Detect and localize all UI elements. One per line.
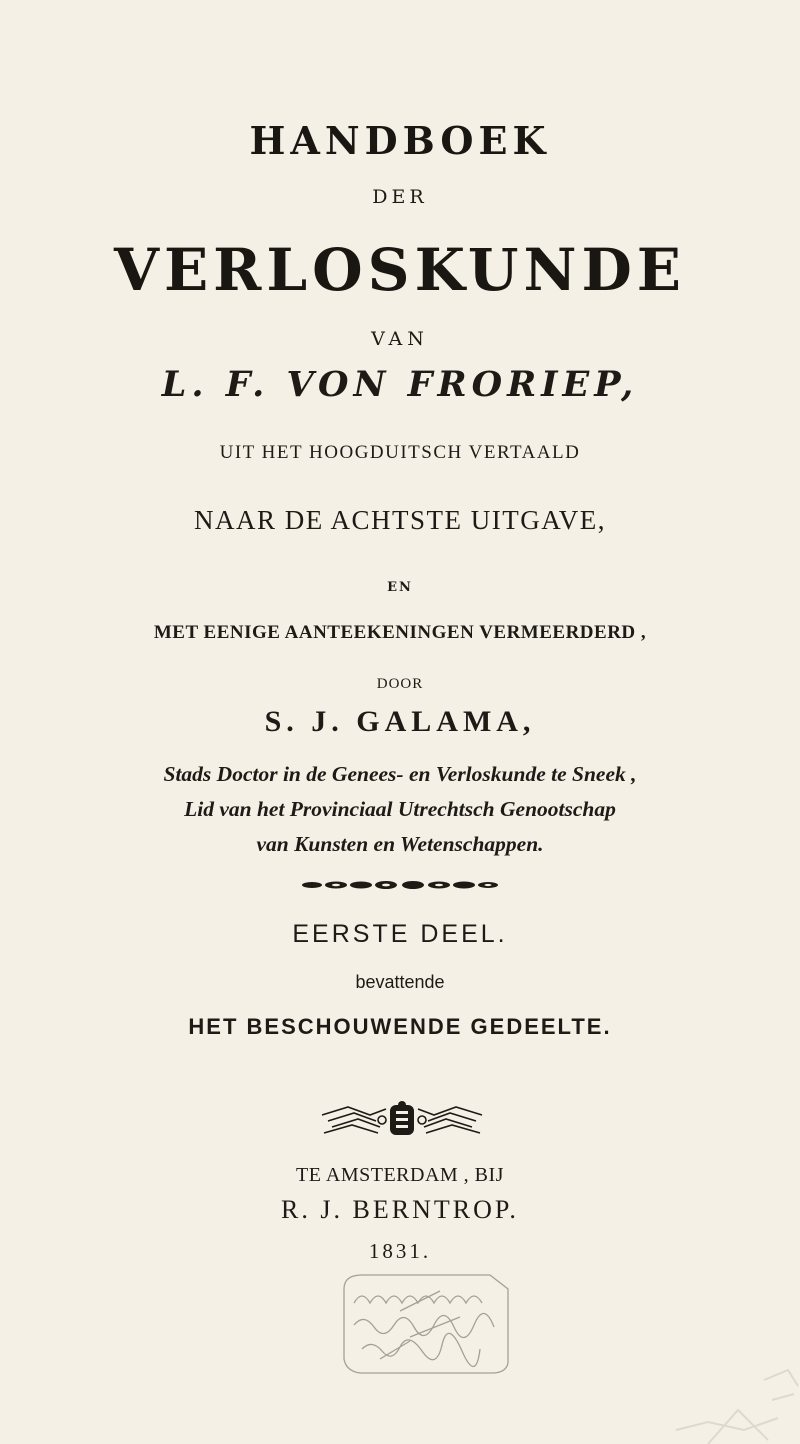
library-stamp-icon xyxy=(340,1271,516,1377)
translator-credential-line: Stads Doctor in de Genees- en Verloskunde te Sneek , xyxy=(163,762,637,786)
translator-credential-line: van Kunsten en Wetenschappen. xyxy=(256,832,544,856)
augmentation-note: MET EENIGE AANTEEKENINGEN VERMEERDERD , xyxy=(153,622,647,643)
conjunction-en: EN xyxy=(387,580,413,595)
author-name: L. F. VON FRORIEP, xyxy=(161,364,639,405)
translator-credential-line: Lid van het Provinciaal Utrechtsch Genootschap xyxy=(184,797,616,821)
vignette-ornament-icon xyxy=(318,1101,486,1139)
author-connector-van: VAN xyxy=(371,328,429,350)
edition-note: NAAR DE ACHTSTE UITGAVE, xyxy=(194,505,606,535)
title-connector-der: DER xyxy=(372,186,428,208)
divider-ornament-icon xyxy=(300,879,500,891)
volume-label: EERSTE DEEL. xyxy=(292,920,508,948)
contents-intro: bevattende xyxy=(355,972,445,992)
volume-section-title: HET BESCHOUWENDE GEDEELTE. xyxy=(188,1014,612,1039)
bleed-through-mark xyxy=(668,1310,800,1444)
by-label: DOOR xyxy=(376,676,424,692)
book-subject: VERLOSKUNDE xyxy=(113,236,687,304)
publication-place: TE AMSTERDAM , BIJ xyxy=(296,1164,504,1186)
translator-name: S. J. GALAMA, xyxy=(264,705,536,738)
book-title: HANDBOEK xyxy=(249,118,551,163)
publication-year: 1831. xyxy=(368,1239,432,1263)
publisher-name: R. J. BERNTROP. xyxy=(281,1195,519,1224)
translation-note: UIT HET HOOGDUITSCH VERTAALD xyxy=(219,442,581,463)
